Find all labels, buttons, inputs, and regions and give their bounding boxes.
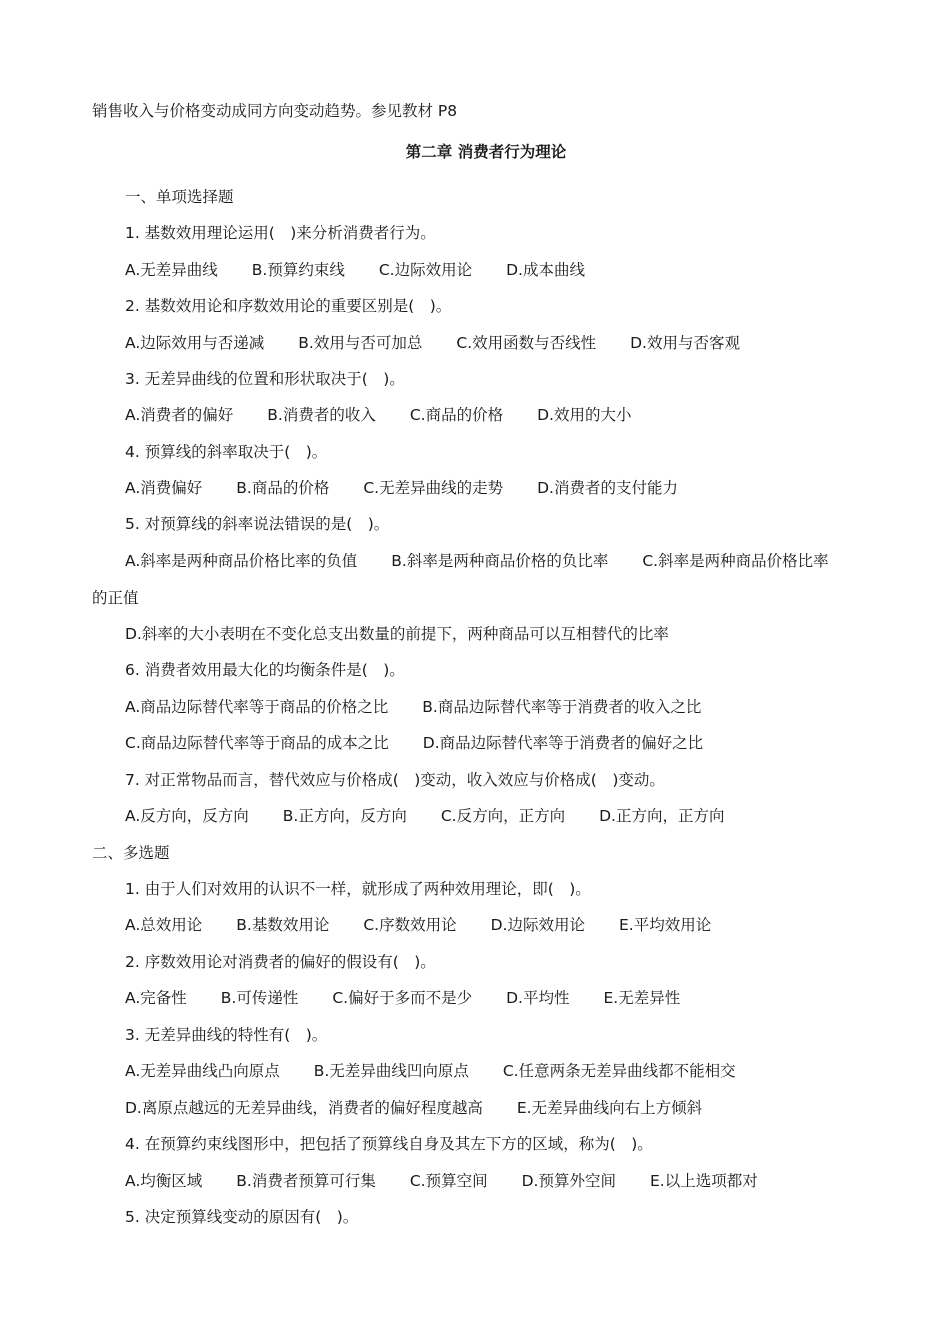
option: A.总效用论 bbox=[125, 916, 203, 934]
option: B.商品的价格 bbox=[236, 479, 330, 497]
option: B.正方向，反方向 bbox=[282, 807, 407, 825]
option: D.预算外空间 bbox=[521, 1172, 616, 1190]
multi-question-2-options bbox=[125, 988, 680, 1008]
multi-question-3-options-row-1 bbox=[125, 1061, 736, 1081]
option: D.平均性 bbox=[506, 989, 570, 1007]
option: C.反方向，正方向 bbox=[440, 807, 566, 825]
option: D.正方向，正方向 bbox=[599, 807, 725, 825]
question-2: 2. 基数效用论和序数效用论的重要区别是( )。 bbox=[125, 297, 452, 315]
option: A.斜率是两种商品价格比率的负值 bbox=[125, 552, 358, 570]
question-7-options bbox=[125, 806, 724, 826]
question-4: 4. 预算线的斜率取决于( )。 bbox=[125, 443, 328, 461]
multi-question-3: 3. 无差异曲线的特性有( )。 bbox=[125, 1026, 328, 1044]
option: E.平均效用论 bbox=[618, 916, 712, 934]
option: D.效用与否客观 bbox=[630, 334, 740, 352]
option: C.边际效用论 bbox=[378, 261, 473, 279]
question-3: 3. 无差异曲线的位置和形状取决于( )。 bbox=[125, 370, 405, 388]
option: C.偏好于多而不是少 bbox=[332, 989, 473, 1007]
section-heading-single-choice: 一、单项选择题 bbox=[125, 188, 234, 206]
option: E.以上选项都对 bbox=[649, 1172, 758, 1190]
option: E.无差异性 bbox=[603, 989, 681, 1007]
multi-question-4-options bbox=[125, 1171, 758, 1191]
question-1: 1. 基数效用理论运用( )来分析消费者行为。 bbox=[125, 224, 436, 242]
option: D.商品边际替代率等于消费者的偏好之比 bbox=[422, 734, 704, 752]
option: B.消费者的收入 bbox=[267, 406, 376, 424]
option: A.完备性 bbox=[125, 989, 187, 1007]
intro-text: 销售收入与价格变动成同方向变动趋势。参见教材 P8 bbox=[92, 102, 458, 120]
chapter-title: 第二章 消费者行为理论 bbox=[405, 143, 567, 161]
option: D.成本曲线 bbox=[506, 261, 585, 279]
question-1-options bbox=[125, 260, 585, 280]
question-4-options bbox=[125, 478, 678, 498]
question-6-options-row-1 bbox=[125, 697, 701, 717]
multi-question-1: 1. 由于人们对效用的认识不一样，就形成了两种效用理论，即( )。 bbox=[125, 880, 591, 898]
option: D.离原点越远的无差异曲线，消费者的偏好程度越高 bbox=[125, 1099, 483, 1117]
multi-question-5: 5. 决定预算线变动的原因有( )。 bbox=[125, 1208, 359, 1226]
option: C.效用函数与否线性 bbox=[456, 334, 597, 352]
option: A.消费偏好 bbox=[125, 479, 203, 497]
option: D.消费者的支付能力 bbox=[537, 479, 678, 497]
option: B.斜率是两种商品价格的负比率 bbox=[391, 552, 609, 570]
multi-question-1-options bbox=[125, 915, 711, 935]
option: C.任意两条无差异曲线都不能相交 bbox=[502, 1062, 736, 1080]
option: A.消费者的偏好 bbox=[125, 406, 234, 424]
option: C.序数效用论 bbox=[363, 916, 457, 934]
multi-question-2: 2. 序数效用论对消费者的偏好的假设有( )。 bbox=[125, 953, 436, 971]
section-heading-multiple-choice: 二、多选题 bbox=[92, 844, 170, 862]
option: A.无差异曲线凸向原点 bbox=[125, 1062, 280, 1080]
option: A.边际效用与否递减 bbox=[125, 334, 265, 352]
option: C.斜率是两种商品价格比率 bbox=[642, 552, 829, 570]
option: A.均衡区域 bbox=[125, 1172, 203, 1190]
multi-question-3-options-row-2 bbox=[125, 1098, 702, 1118]
option: B.消费者预算可行集 bbox=[236, 1172, 376, 1190]
option: C.无差异曲线的走势 bbox=[363, 479, 504, 497]
question-3-options bbox=[125, 405, 631, 425]
option: D.边际效用论 bbox=[490, 916, 585, 934]
option: D.效用的大小 bbox=[537, 406, 632, 424]
question-5-options bbox=[125, 551, 829, 571]
option: A.反方向，反方向 bbox=[125, 807, 249, 825]
option: C.预算空间 bbox=[409, 1172, 488, 1190]
question-5-option-d: D.斜率的大小表明在不变化总支出数量的前提下，两种商品可以互相替代的比率 bbox=[125, 625, 669, 643]
question-6: 6. 消费者效用最大化的均衡条件是( )。 bbox=[125, 661, 405, 679]
option: B.基数效用论 bbox=[236, 916, 330, 934]
option: B.商品边际替代率等于消费者的收入之比 bbox=[422, 698, 702, 716]
option: C.商品的价格 bbox=[409, 406, 504, 424]
multi-question-4: 4. 在预算约束线图形中，把包括了预算线自身及其左下方的区域，称为( )。 bbox=[125, 1135, 653, 1153]
option: C.商品边际替代率等于商品的成本之比 bbox=[125, 734, 389, 752]
option: B.可传递性 bbox=[220, 989, 299, 1007]
option: B.无差异曲线凹向原点 bbox=[313, 1062, 469, 1080]
question-6-options-row-2 bbox=[125, 733, 703, 753]
option: A.无差异曲线 bbox=[125, 261, 218, 279]
question-5-option-continuation: 的正值 bbox=[92, 589, 139, 607]
option: B.预算约束线 bbox=[251, 261, 345, 279]
question-7: 7. 对正常物品而言，替代效应与价格成( )变动，收入效应与价格成( )变动。 bbox=[125, 771, 665, 789]
option: B.效用与否可加总 bbox=[298, 334, 423, 352]
option: A.商品边际替代率等于商品的价格之比 bbox=[125, 698, 389, 716]
question-5: 5. 对预算线的斜率说法错误的是( )。 bbox=[125, 515, 390, 533]
question-2-options bbox=[125, 333, 740, 353]
option: E.无差异曲线向右上方倾斜 bbox=[516, 1099, 703, 1117]
